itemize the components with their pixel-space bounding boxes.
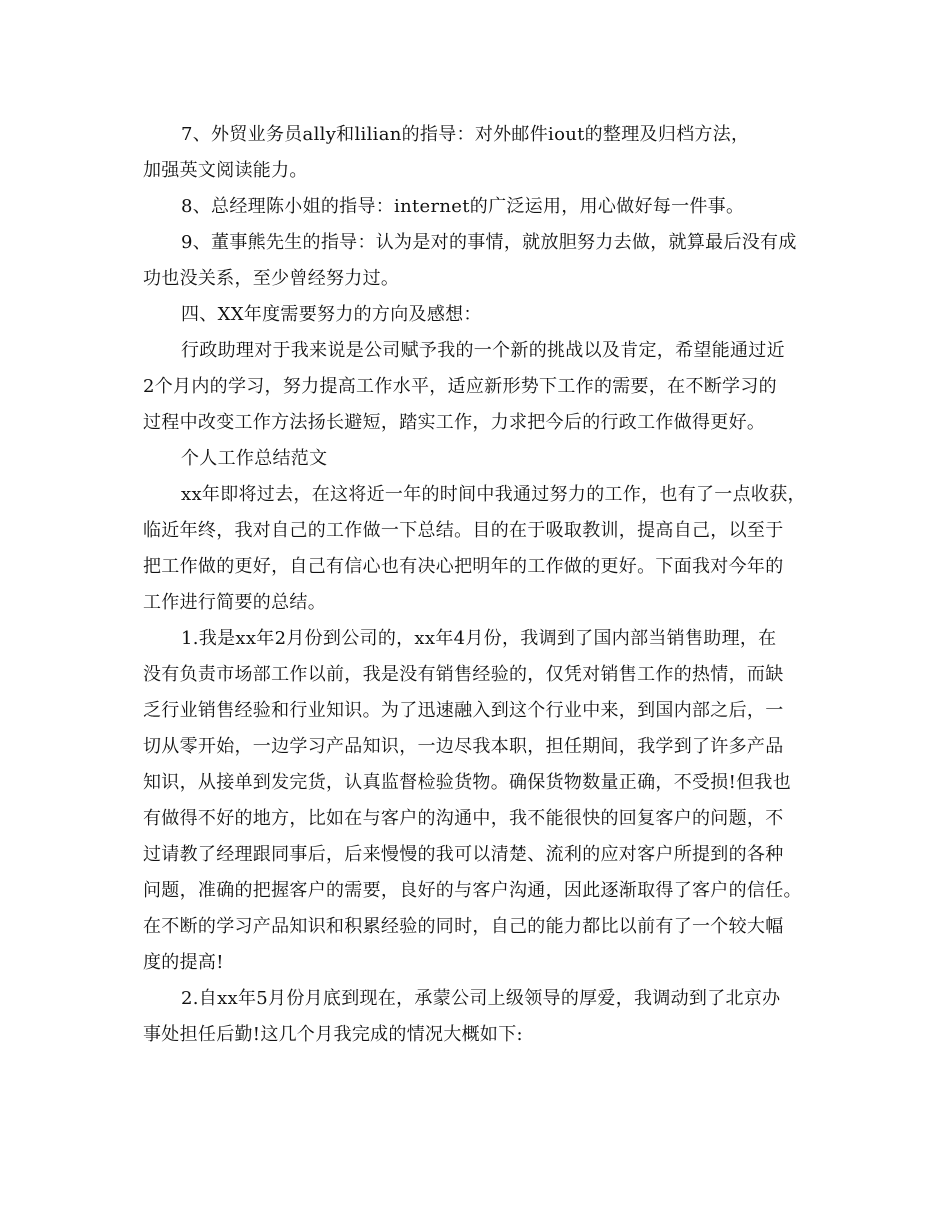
document-body <box>143 117 815 1053</box>
paragraph-line: 切从零开始，一边学习产品知识，一边尽我本职，担任期间，我学到了许多产品 <box>143 736 784 757</box>
paragraph-line: 乏行业销售经验和行业知识。为了迅速融入到这个行业中来，到国内部之后，一 <box>143 700 784 721</box>
section-heading: 个人工作总结范文 <box>181 448 328 469</box>
paragraph-line: 事处担任后勤!这几个月我完成的情况大概如下: <box>143 1024 523 1045</box>
paragraph-line: 行政助理对于我来说是公司赋予我的一个新的挑战以及肯定，希望能通过近 <box>181 340 785 361</box>
section-heading: 四、XX年度需要努力的方向及感想： <box>181 304 482 325</box>
paragraph-line: 度的提高! <box>143 952 224 973</box>
paragraph-line: 把工作做的更好，自己有信心也有决心把明年的工作做的更好。下面我对今年的 <box>143 556 784 577</box>
paragraph-line: xx年即将过去，在这将近一年的时间中我通过努力的工作，也有了一点收获， <box>181 484 806 505</box>
paragraph-line: 2.自xx年5月份月底到现在，承蒙公司上级领导的厚爱，我调动到了北京办 <box>181 988 781 1009</box>
paragraph-line: 加强英文阅读能力。 <box>143 160 308 181</box>
paragraph-line: 2个月内的学习，努力提高工作水平，适应新形势下工作的需要，在不断学习的 <box>143 376 777 397</box>
paragraph-line: 8、总经理陈小姐的指导：internet的广泛运用，用心做好每一件事。 <box>181 196 745 217</box>
paragraph-line: 9、董事熊先生的指导：认为是对的事情，就放胆努力去做，就算最后没有成 <box>181 232 797 253</box>
paragraph-line: 有做得不好的地方，比如在与客户的沟通中，我不能很快的回复客户的问题，不 <box>143 808 784 829</box>
paragraph-line: 1.我是xx年2月份到公司的，xx年4月份，我调到了国内部当销售助理，在 <box>181 628 777 649</box>
paragraph-line: 工作进行简要的总结。 <box>143 592 326 613</box>
paragraph-line: 临近年终，我对自己的工作做一下总结。目的在于吸取教训，提高自己，以至于 <box>143 520 784 541</box>
paragraph-line: 问题，准确的把握客户的需要，良好的与客户沟通，因此逐渐取得了客户的信任。 <box>143 880 802 901</box>
paragraph-line: 7、外贸业务员ally和lilian的指导：对外邮件iout的整理及归档方法， <box>181 124 750 145</box>
paragraph-line: 过请教了经理跟同事后，后来慢慢的我可以清楚、流利的应对客户所提到的各种 <box>143 844 784 865</box>
paragraph-line: 知识，从接单到发完货，认真监督检验货物。确保货物数量正确，不受损!但我也 <box>143 772 792 793</box>
paragraph-line: 功也没关系，至少曾经努力过。 <box>143 268 400 289</box>
paragraph-line: 在不断的学习产品知识和积累经验的同时，自己的能力都比以前有了一个较大幅 <box>143 916 784 937</box>
paragraph-line: 过程中改变工作方法扬长避短，踏实工作，力求把今后的行政工作做得更好。 <box>143 412 766 433</box>
paragraph-line: 没有负责市场部工作以前，我是没有销售经验的，仅凭对销售工作的热情，而缺 <box>143 664 784 685</box>
